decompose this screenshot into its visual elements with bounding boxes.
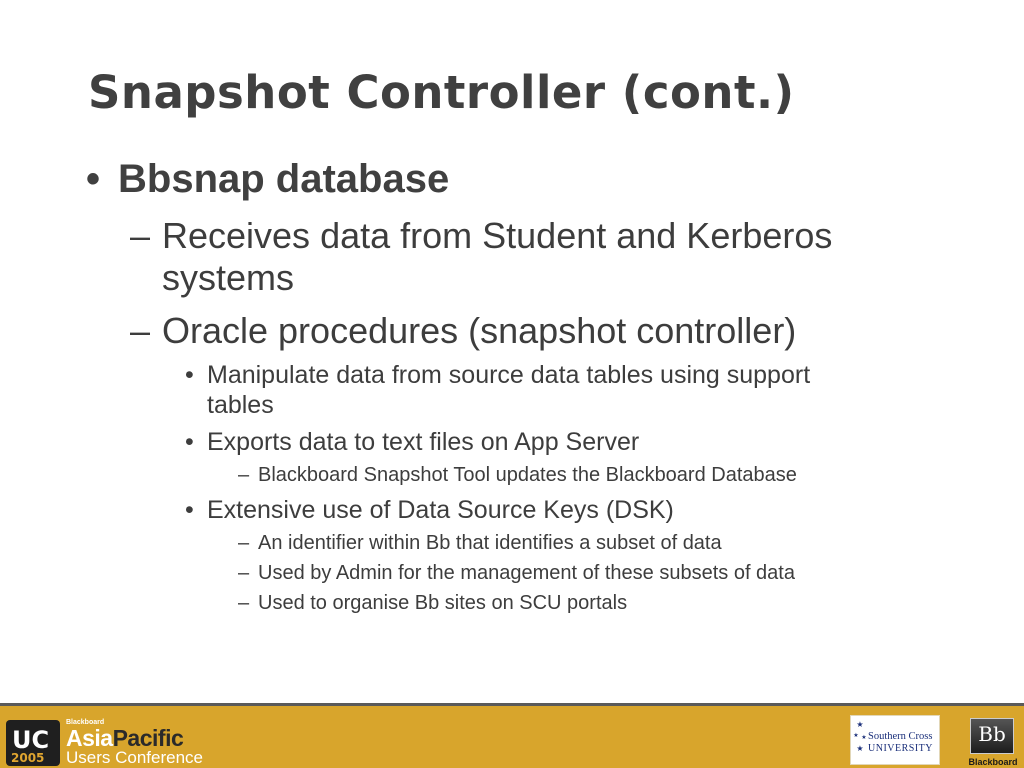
conference-brand: Blackboard	[66, 719, 105, 726]
level4-bullet-text: An identifier within Bb that identifies a subset of data	[258, 532, 722, 554]
sub-bullet-text: Receives data from Student and Kerberos	[162, 215, 833, 256]
svg-text:★: ★	[853, 732, 859, 739]
uc-mark: UC	[12, 726, 50, 754]
southern-cross-university-logo	[850, 715, 940, 765]
sub-bullet-text: Oracle procedures (snapshot controller)	[162, 310, 797, 351]
southern-cross-stars-icon	[853, 719, 867, 761]
bullet-text: Bbsnap database	[118, 157, 450, 201]
level3-bullet-text: Exports data to text files on App Server	[207, 428, 640, 456]
level4-bullet-marker: –	[238, 592, 250, 614]
level4-bullet-marker: –	[238, 562, 250, 584]
conference-name	[66, 718, 203, 767]
conference-title	[66, 727, 203, 749]
blackboard-logo-icon	[970, 718, 1014, 754]
bullet-marker: •	[86, 157, 101, 201]
sub-bullet-marker: –	[130, 215, 151, 256]
svg-text:★: ★	[861, 734, 867, 741]
level4-bullet-text: Used by Admin for the management of these subsets of data	[258, 562, 795, 584]
university-name: Southern Cross	[868, 731, 933, 742]
level4-bullet-marker: –	[238, 464, 250, 486]
svg-text:★: ★	[856, 720, 864, 729]
level3-bullet-marker: •	[185, 428, 194, 456]
slide-title: Snapshot Controller (cont.)	[88, 66, 795, 119]
sub-bullet-text: systems	[162, 257, 295, 298]
blackboard-monogram: Bb	[978, 722, 1006, 746]
level3-bullet-text: Extensive use of Data Source Keys (DSK)	[207, 496, 674, 524]
university-suffix: UNIVERSITY	[868, 743, 933, 754]
footer-bar	[0, 703, 1024, 768]
level3-bullet-marker: •	[185, 496, 194, 524]
uc-year: 2005	[11, 751, 45, 765]
conference-title-part2: Pacific	[112, 725, 184, 751]
level3-bullet-text: tables	[207, 391, 274, 419]
conference-subtitle: Users Conference	[66, 748, 204, 767]
conference-title-part1: Asia	[66, 725, 113, 751]
uc-2005-logo-icon	[6, 720, 60, 766]
blackboard-label: Blackboard	[968, 757, 1018, 767]
svg-text:★: ★	[856, 744, 864, 753]
level4-bullet-text: Blackboard Snapshot Tool updates the Blackboard Database	[258, 464, 797, 486]
sub-bullet-marker: –	[130, 310, 151, 351]
level3-bullet-marker: •	[185, 361, 194, 389]
level4-bullet-marker: –	[238, 532, 250, 554]
level3-bullet-text: Manipulate data from source data tables using support	[207, 361, 811, 389]
level4-bullet-text: Used to organise Bb sites on SCU portals	[258, 592, 628, 614]
